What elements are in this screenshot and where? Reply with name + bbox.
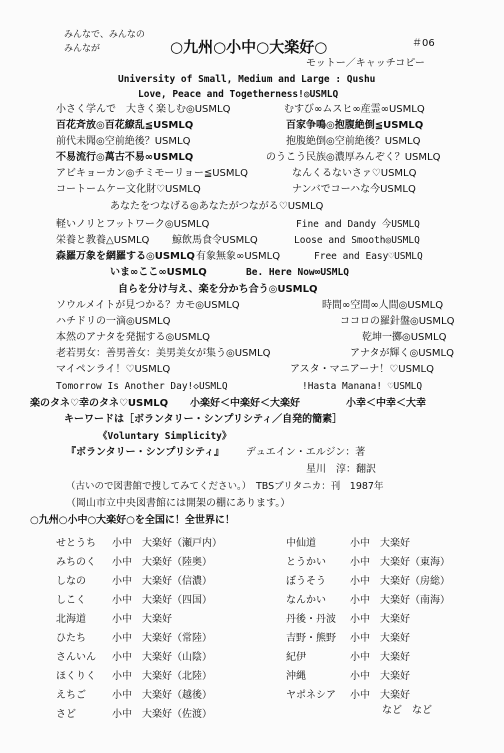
region-name: とうかい	[286, 557, 326, 568]
region-detail: 大楽好（房総）	[380, 576, 450, 587]
region-name: 中仙道	[286, 538, 316, 549]
motto-r14-right: ココロの羅針盤◎USMLQ	[340, 316, 455, 327]
motto-r17-right: アスタ・マニアーナ！♡USMLQ	[290, 364, 435, 375]
goal-line: ○九州○小中○大楽好○を全国に！全世界に！	[30, 515, 235, 526]
region-detail: 大楽好（北陸）	[142, 671, 212, 682]
region-size: 小中	[112, 576, 132, 587]
region-size: 小中	[350, 652, 370, 663]
book-translator: 星川 淳：翻訳	[306, 464, 376, 475]
region-name: えちご	[56, 690, 86, 701]
region-name: しなの	[56, 576, 86, 587]
region-name: さど	[56, 709, 76, 720]
motto-r10-mid: 有象無象∞USMLQ	[196, 251, 281, 262]
region-detail: 大楽好（瀬戸内）	[142, 538, 222, 549]
motto-r12-center: 自らを分け与え、楽を分かち合う◎USMLQ	[118, 284, 318, 295]
region-size: 小中	[350, 538, 370, 549]
book-author: デュエイン・エルジン：著	[246, 447, 366, 458]
region-size: 小中	[112, 538, 132, 549]
region-name: しこく	[56, 595, 86, 606]
region-detail: 大楽好（信濃）	[142, 576, 212, 587]
region-size: 小中	[350, 690, 370, 701]
region-detail: 大楽好	[380, 690, 410, 701]
motto-r8-left: 軽いノリとフットワーク◎USMLQ	[56, 219, 210, 230]
region-name: 丹後・丹波	[286, 614, 336, 625]
publisher-line: （古いので図書館で捜してみてください。） TBSブリタニカ：刊 1987年	[66, 481, 384, 492]
region-detail: 大楽好（四国）	[142, 595, 212, 606]
motto-label: モットー／キャッチコピー	[306, 58, 425, 69]
motto-r16-left: 老若男女：善男善女：美男美女が集う◎USMLQ	[56, 348, 271, 359]
motto-r9-right: Loose and Smooth◎USMLQ	[294, 235, 420, 246]
motto-r10-left: 森羅万象を網羅する◎USMLQ	[56, 251, 195, 262]
motto-r16-right: アナタが輝く◎USMLQ	[350, 348, 454, 359]
motto-r15-left: 本然のアナタを発掘する◎USMLQ	[56, 332, 210, 343]
motto-r9-mid: 鯨飲馬食令USMLQ	[172, 235, 258, 246]
keyword-line: キーワードは［ボランタリー・シンプリシティ／自発的簡素］	[64, 414, 343, 425]
region-size: 小中	[350, 671, 370, 682]
region-detail: 大楽好	[380, 652, 410, 663]
intro-line-2: みんなが	[64, 44, 101, 54]
region-name: 吉野・熊野	[286, 633, 336, 644]
region-size: 小中	[112, 557, 132, 568]
region-size: 小中	[350, 576, 370, 587]
region-size: 小中	[112, 671, 132, 682]
motto-r4-right: のうこう民族◎濃厚みんぞく？USMLQ	[266, 152, 441, 163]
region-name: さんいん	[56, 652, 96, 663]
motto-r19-b: 小楽好＜中楽好＜大楽好	[190, 398, 300, 409]
region-name: 北海道	[56, 614, 86, 625]
region-size: 小中	[112, 690, 132, 701]
keyword-english: 《Voluntary Simplicity》	[98, 431, 232, 442]
region-name: なんかい	[286, 595, 326, 606]
region-detail: 大楽好	[380, 538, 410, 549]
motto-r13-right: 時間∞空間∞人間◎USMLQ	[322, 300, 444, 311]
region-name: 紀伊	[286, 652, 306, 663]
motto-r19-c: 小幸＜中幸＜大幸	[346, 398, 426, 409]
region-size: 小中	[112, 709, 132, 720]
motto-r11-b: Be. Here Now∞USMLQ	[246, 267, 349, 278]
motto-r18-right: !Hasta Manana! ♡USMLQ	[302, 381, 423, 392]
love-line: Love, Peace and Togetherness!◎USMLQ	[138, 89, 339, 100]
motto-r7-center: あなたをつなげる◎あなたがつながる♡USMLQ	[110, 201, 324, 212]
region-name: みちのく	[56, 557, 96, 568]
book-title: 『ボランタリー・シンプリシティ』	[66, 447, 225, 458]
region-detail: 大楽好（佐渡）	[142, 709, 212, 720]
region-size: 小中	[350, 557, 370, 568]
motto-r15-right: 乾坤一擲◎USMLQ	[362, 332, 447, 343]
region-size: 小中	[350, 595, 370, 606]
motto-r1-left: 小さく学んで 大きく楽しむ◎USMLQ	[56, 104, 231, 115]
motto-r11-a: いま∞ここ∞USMLQ	[110, 267, 207, 278]
motto-r17-left: マイペンライ！♡USMLQ	[56, 364, 171, 375]
region-name: ほくりく	[56, 671, 96, 682]
motto-r6-right: ナンバでコーハな今USMLQ	[292, 184, 416, 195]
region-detail: 大楽好	[380, 671, 410, 682]
region-detail: 大楽好（常陸）	[142, 633, 212, 644]
motto-r6-left: コートームケー文化財♡USMLQ	[56, 184, 201, 195]
region-detail: 大楽好（山陰）	[142, 652, 212, 663]
motto-r2-right: 百家争鳴◎抱腹絶倒≦USMLQ	[286, 120, 424, 131]
region-detail: 大楽好	[380, 614, 410, 625]
motto-r3-right: 抱腹絶倒◎空前絶後？USMLQ	[286, 136, 421, 147]
footer-etc: など など	[382, 705, 432, 716]
motto-r2-left: 百花斉放◎百花繚乱≦USMLQ	[56, 120, 194, 131]
region-name: 沖縄	[286, 671, 306, 682]
intro-line-1: みんなで、みんなの	[64, 30, 145, 40]
region-size: 小中	[112, 633, 132, 644]
motto-r9-left: 栄養と教養△USMLQ	[56, 235, 150, 246]
page-title: ○九州○小中○大楽好○	[170, 38, 328, 56]
region-detail: 大楽好	[380, 633, 410, 644]
university-line: University of Small, Medium and Large : Qushu	[118, 74, 376, 85]
region-size: 小中	[350, 633, 370, 644]
motto-r5-right: なんくるないさァ♡USMLQ	[292, 168, 417, 179]
motto-r19-a: 楽のタネ♡幸のタネ♡USMLQ	[30, 398, 169, 409]
region-detail: 大楽好（南海）	[380, 595, 450, 606]
region-size: 小中	[112, 652, 132, 663]
region-name: せとうち	[56, 538, 96, 549]
motto-r1-right: むすび∞ムスヒ∞産霊∞USMLQ	[284, 104, 425, 115]
region-detail: 大楽好（越後）	[142, 690, 212, 701]
motto-r13-left: ソウルメイトが見つかる？カモ◎USMLQ	[56, 300, 240, 311]
motto-r14-left: ハチドリの一滴◎USMLQ	[56, 316, 171, 327]
region-size: 小中	[112, 595, 132, 606]
motto-r8-right: Fine and Dandy 今USMLQ	[296, 219, 420, 230]
region-detail: 大楽好（東海）	[380, 557, 450, 568]
motto-r3-left: 前代未聞◎空前絶後？USMLQ	[56, 136, 191, 147]
motto-r10-right: Free and Easy♡USMLQ	[314, 251, 423, 262]
region-detail: 大楽好（陸奥）	[142, 557, 212, 568]
region-size: 小中	[112, 614, 132, 625]
region-name: ヤポネシア	[286, 690, 336, 701]
library-line: （岡山市立中央図書館には開架の棚にあります。）	[66, 498, 291, 509]
region-name: ぼうそう	[286, 576, 326, 587]
motto-r4-left: 不易流行◎萬古不易∞USMLQ	[56, 152, 194, 163]
region-detail: 大楽好	[142, 614, 172, 625]
page-number: ＃06	[412, 38, 435, 49]
motto-r18-left: Tomorrow Is Another Day!◇USMLQ	[56, 381, 228, 392]
region-size: 小中	[350, 614, 370, 625]
region-name: ひたち	[56, 633, 86, 644]
motto-r5-left: アビキョーカン◎チミモーリョー≦USMLQ	[56, 168, 248, 179]
